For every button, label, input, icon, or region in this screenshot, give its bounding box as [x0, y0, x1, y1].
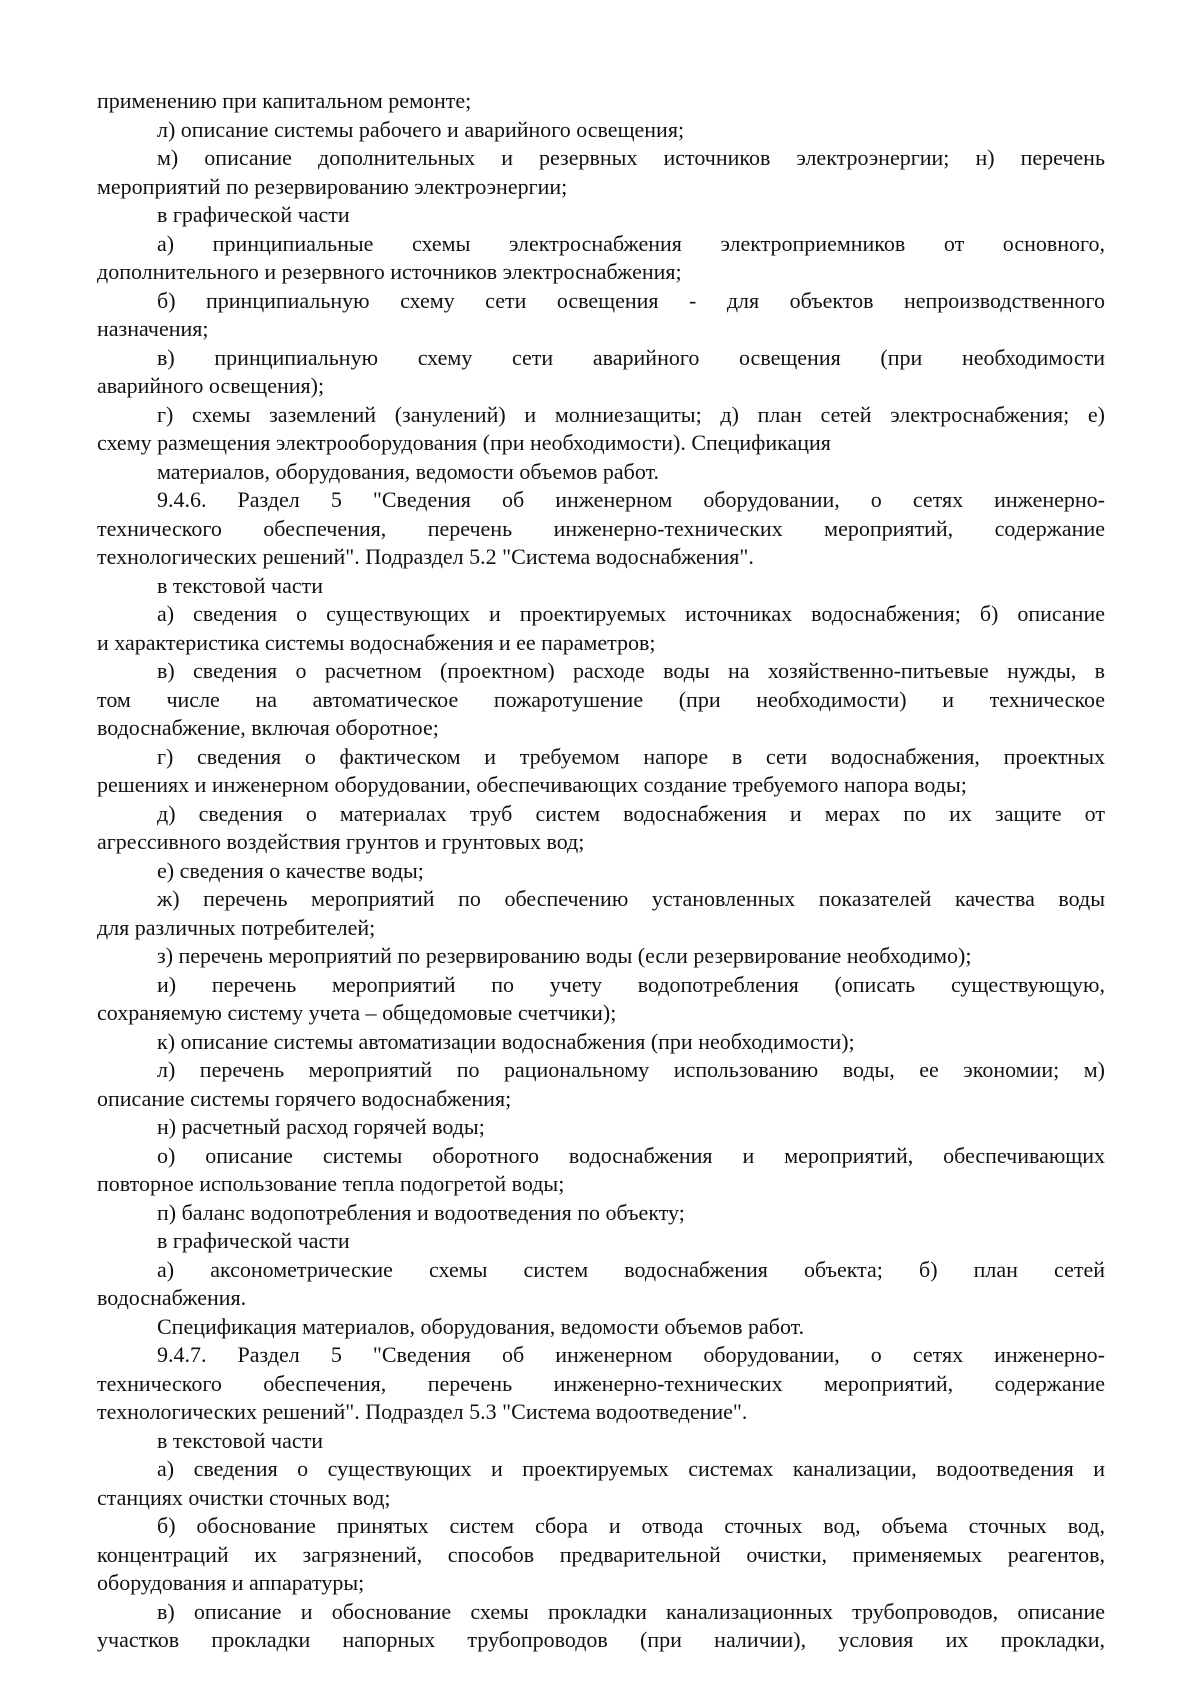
text-line: 9.4.6. Раздел 5 "Сведения об инженерном оборудовании, о сетях инженерно-: [157, 487, 1105, 512]
text-line: в текстовой части: [157, 572, 323, 598]
text-line: г) схемы заземлений (занулений) и молниезащиты; д) план сетей электроснабжения; е): [157, 401, 1105, 427]
text-line: повторное использование тепла подогретой воды;: [97, 1171, 565, 1196]
text-line: технологических решений". Подраздел 5.3 "Система водоотведение".: [97, 1399, 748, 1424]
text-line: Спецификация материалов, оборудования, ведомости объемов работ.: [157, 1313, 805, 1339]
text-line: д) сведения о материалах труб систем водоснабжения и мерах по их защите от: [157, 800, 1105, 826]
text-line: к) описание системы автоматизации водоснабжения (при необходимости);: [157, 1028, 855, 1054]
text-line: применению при капитальном ремонте;: [97, 88, 472, 113]
text-line: станциях очистки сточных вод;: [97, 1484, 391, 1510]
text-line: ж) перечень мероприятий по обеспечению установленных показателей качества воды: [157, 886, 1105, 911]
text-line: водоснабжение, включая оборотное;: [97, 715, 439, 740]
text-line: технического обеспечения, перечень инженерно-технических мероприятий, содержание: [97, 515, 1105, 541]
text-line: оборудования и аппаратуры;: [97, 1570, 365, 1595]
text-line: е) сведения о качестве воды;: [157, 857, 424, 883]
text-line: том числе на автоматическое пожаротушение (при необходимости) и техническое: [97, 686, 1105, 712]
text-line: аварийного освещения);: [97, 373, 325, 398]
text-line: л) описание системы рабочего и аварийного освещения;: [157, 116, 685, 142]
text-line: назначения;: [97, 316, 209, 341]
text-line: для различных потребителей;: [97, 914, 376, 940]
text-line: н) расчетный расход горячей воды;: [157, 1114, 485, 1139]
document-body: [97, 87, 1105, 1655]
text-line: б) принципиальную схему сети освещения - для объектов непроизводственного: [157, 287, 1105, 313]
text-line: п) баланс водопотребления и водоотведения по объекту;: [157, 1199, 685, 1225]
text-line: з) перечень мероприятий по резервированию воды (если резервирование необходимо);: [157, 943, 972, 968]
text-line: технологических решений". Подраздел 5.2 "Система водоснабжения".: [97, 544, 754, 569]
text-line: и характеристика системы водоснабжения и ее параметров;: [97, 629, 656, 655]
text-line: 9.4.7. Раздел 5 "Сведения об инженерном оборудовании, о сетях инженерно-: [157, 1342, 1105, 1367]
text-line: участков прокладки напорных трубопроводов (при наличии), условия их прокладки,: [97, 1627, 1105, 1652]
text-line: г) сведения о фактическом и требуемом напоре в сети водоснабжения, проектных: [157, 743, 1105, 769]
text-line: б) обоснование принятых систем сбора и отвода сточных вод, объема сточных вод,: [157, 1513, 1105, 1538]
text-line: и) перечень мероприятий по учету водопотребления (описать существующую,: [157, 971, 1105, 997]
text-line: а) принципиальные схемы электроснабжения электроприемников от основного,: [157, 230, 1105, 256]
text-line: схему размещения электрооборудования (при необходимости). Спецификация: [97, 430, 831, 455]
text-line: в) описание и обоснование схемы прокладки канализационных трубопроводов, описание: [157, 1598, 1105, 1624]
text-line: сохраняемую систему учета – общедомовые счетчики);: [97, 1000, 617, 1025]
text-line: о) описание системы оборотного водоснабжения и мероприятий, обеспечивающих: [157, 1142, 1105, 1168]
text-line: в) принципиальную схему сети аварийного освещения (при необходимости: [157, 344, 1105, 370]
text-line: решениях и инженерном оборудовании, обеспечивающих создание требуемого напора воды;: [97, 772, 967, 797]
text-line: м) описание дополнительных и резервных источников электроэнергии; н) перечень: [157, 145, 1105, 170]
text-line: в графической части: [157, 202, 350, 227]
text-line: дополнительного и резервного источников электроснабжения;: [97, 259, 682, 284]
text-line: в графической части: [157, 1228, 350, 1253]
text-line: а) аксонометрические схемы систем водоснабжения объекта; б) план сетей: [157, 1256, 1105, 1282]
text-line: а) сведения о существующих и проектируемых системах канализации, водоотведения и: [157, 1456, 1105, 1481]
text-line: в) сведения о расчетном (проектном) расходе воды на хозяйственно-питьевые нужды, в: [157, 658, 1105, 683]
text-line: водоснабжения.: [97, 1285, 247, 1310]
text-line: материалов, оборудования, ведомости объемов работ.: [157, 458, 660, 484]
text-line: технического обеспечения, перечень инженерно-технических мероприятий, содержание: [97, 1370, 1105, 1396]
text-line: л) перечень мероприятий по рациональному использованию воды, ее экономии; м): [157, 1057, 1105, 1082]
text-line: мероприятий по резервированию электроэнергии;: [97, 173, 568, 199]
text-line: в текстовой части: [157, 1427, 323, 1453]
text-line: агрессивного воздействия грунтов и грунтовых вод;: [97, 829, 585, 854]
text-line: описание системы горячего водоснабжения;: [97, 1085, 512, 1111]
text-line: а) сведения о существующих и проектируемых источниках водоснабжения; б) описание: [157, 601, 1105, 626]
text-line: концентраций их загрязнений, способов предварительной очистки, применяемых реагентов,: [97, 1541, 1105, 1567]
